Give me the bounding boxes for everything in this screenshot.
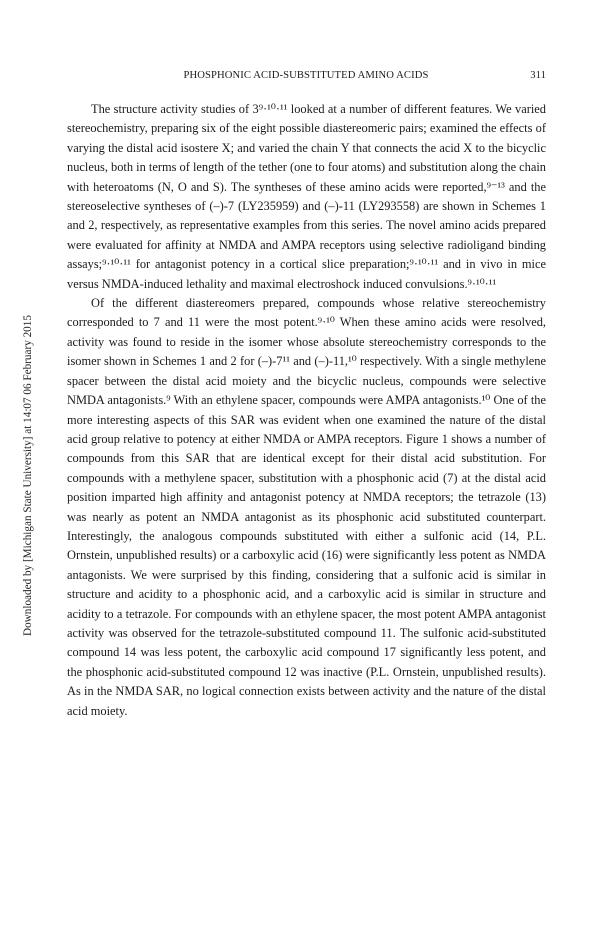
paragraph-sar-overview: The structure activity studies of 3⁹·¹⁰·¹¹ looked at a number of different features. We varied stereochemistry, preparing six of the eight possible diastereomeric pairs; examined the effects of varying the distal acid isostere X; and varied the chain Y that connects the acid X to the bicyclic nucleus, both in terms of length of the tether (one to four atoms) and substitution along the chain with heteroatoms (N, O and S). The syntheses of these amino acids were reported,⁹⁻¹³ and the stereoselective syntheses of (–)-7 (LY235959) and (–)-11 (LY293558) are shown in Schemes 1 and 2, respectively, as representative examples from this series. The novel amino acids prepared were evaluated for affinity at NMDA and AMPA receptors using selective radioligand binding assays;⁹·¹⁰·¹¹ for antagonist potency in a cortical slice preparation;⁹·¹⁰·¹¹ and in vivo in mice versus NMDA-induced lethality and maximal electroshock induced convulsions.⁹·¹⁰·¹¹ [67, 102, 546, 291]
article-body [67, 100, 546, 721]
running-header [66, 70, 546, 86]
running-title: PHOSPHONIC ACID-SUBSTITUTED AMINO ACIDS [183, 70, 429, 81]
download-watermark: Downloaded by [Michigan State University] at 14:07 06 February 2015 [22, 315, 34, 636]
paragraph-diastereomers: Of the different diastereomers prepared, compounds whose relative stereochemistry corresponded to 7 and 11 were the most potent.⁹·¹⁰ When these amino acids were resolved, activity was found to reside in the isomer whose absolute stereochemistry corresponds to the isomer shown in Schemes 1 and 2 for (–)-7¹¹ and (–)-11,¹⁰ respectively. With a single methylene spacer between the distal acid moiety and the bicyclic nucleus, compounds were selective NMDA antagonists.⁹ With an ethylene spacer, compounds were AMPA antagonists.¹⁰ One of the more interesting aspects of this SAR was evident when one examined the nature of the distal acid group relative to potency at either NMDA or AMPA receptors. Figure 1 shows a number of compounds from this SAR that are identical except for their distal acid substitution. For compounds with a methylene spacer, substitution with a phosphonic acid (7) at the distal acid position imparted high affinity and antagonist potency at NMDA receptors; the tetrazole (13) was nearly as potent an NMDA antagonist as its phosphonic acid substituted counterpart. Interestingly, the analogous compounds substituted with either a sulfonic acid (14, P.L. Ornstein, unpublished results) or a carboxylic acid (16) were significantly less potent as NMDA antagonists. We were surprised by this finding, considering that a sulfonic acid is similar in structure and acidity to a phosphonic acid, and a carboxylic acid is similar in structure and acidity to a tetrazole. For compounds with an ethylene spacer, the most potent AMPA antagonist activity was observed for the tetrazole-substituted compound 11. The sulfonic acid-substituted compound 14 was less potent, the carboxylic acid compound 17 significantly less potent, and the phosphonic acid-substituted compound 12 was inactive (P.L. Ornstein, unpublished results). As in the NMDA SAR, no logical connection exists between activity and the nature of the distal acid moiety. [67, 296, 546, 718]
page-number: 311 [530, 70, 546, 81]
